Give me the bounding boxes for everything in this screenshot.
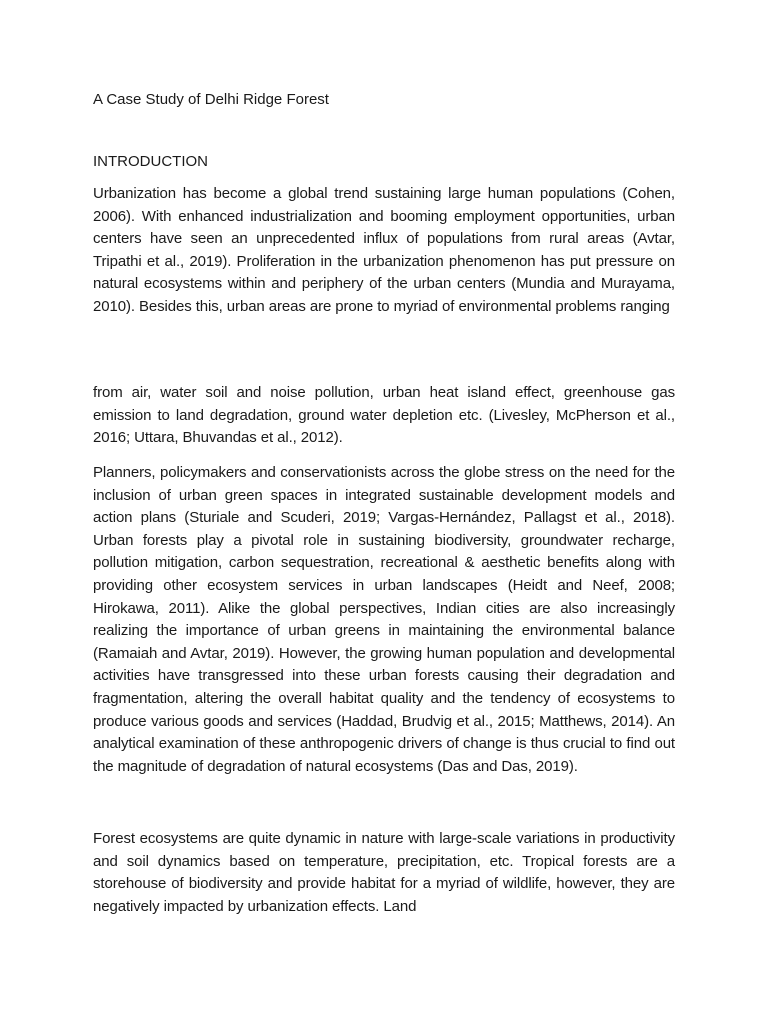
document-title: A Case Study of Delhi Ridge Forest	[93, 91, 329, 108]
paragraph-2: from air, water soil and noise pollution, urban heat island effect, greenhouse gas emission to land degradation, ground water depletion etc. (Livesley, McPherson et al., 2016; Uttara, Bhuvandas et al., 2012).	[93, 384, 675, 447]
section-heading-introduction: INTRODUCTION	[93, 153, 208, 170]
paragraph-1: Urbanization has become a global trend sustaining large human populations (Cohen, 2006). With enhanced industrialization and booming employment opportunities, urban centers have seen an unprecedented influx of populations from rural areas (Avtar, Tripathi et al., 2019). Proliferation in the urbanization phenomenon has put pressure on natural ecosystems within and periphery of the urban centers (Mundia and Murayama, 2010). Besides this, urban areas are prone to myriad of environmental problems ranging	[93, 185, 675, 315]
paragraph-4: Forest ecosystems are quite dynamic in nature with large-scale variations in productivity and soil dynamics based on temperature, precipitation, etc. Tropical forests are a storehouse of biodiversity and provide habitat for a myriad of wildlife, however, they are negatively impacted by urbanization effects. Land	[93, 830, 675, 915]
paragraph-3: Planners, policymakers and conservationists across the globe stress on the need for the inclusion of urban green spaces in integrated sustainable development models and action plans (Sturiale and Scuderi, 2019; Vargas-Hernández, Pallagst et al., 2018). Urban forests play a pivotal role in sustaining biodiversity, groundwater recharge, pollution mitigation, carbon sequestration, recreational & aesthetic benefits along with providing other ecosystem services in urban landscapes (Heidt and Neef, 2008; Hirokawa, 2011). Alike the global perspectives, Indian cities are also increasingly realizing the importance of urban greens in maintaining the environmental balance (Ramaiah and Avtar, 2019). However, the growing human population and developmental activities have transgressed into these urban forests causing their degradation and fragmentation, altering the overall habitat quality and the tendency of ecosystems to produce various goods and services (Haddad, Brudvig et al., 2015; Matthews, 2014). An analytical examination of these anthropogenic drivers of change is thus crucial to find out the magnitude of degradation of natural ecosystems (Das and Das, 2019).	[93, 464, 675, 775]
